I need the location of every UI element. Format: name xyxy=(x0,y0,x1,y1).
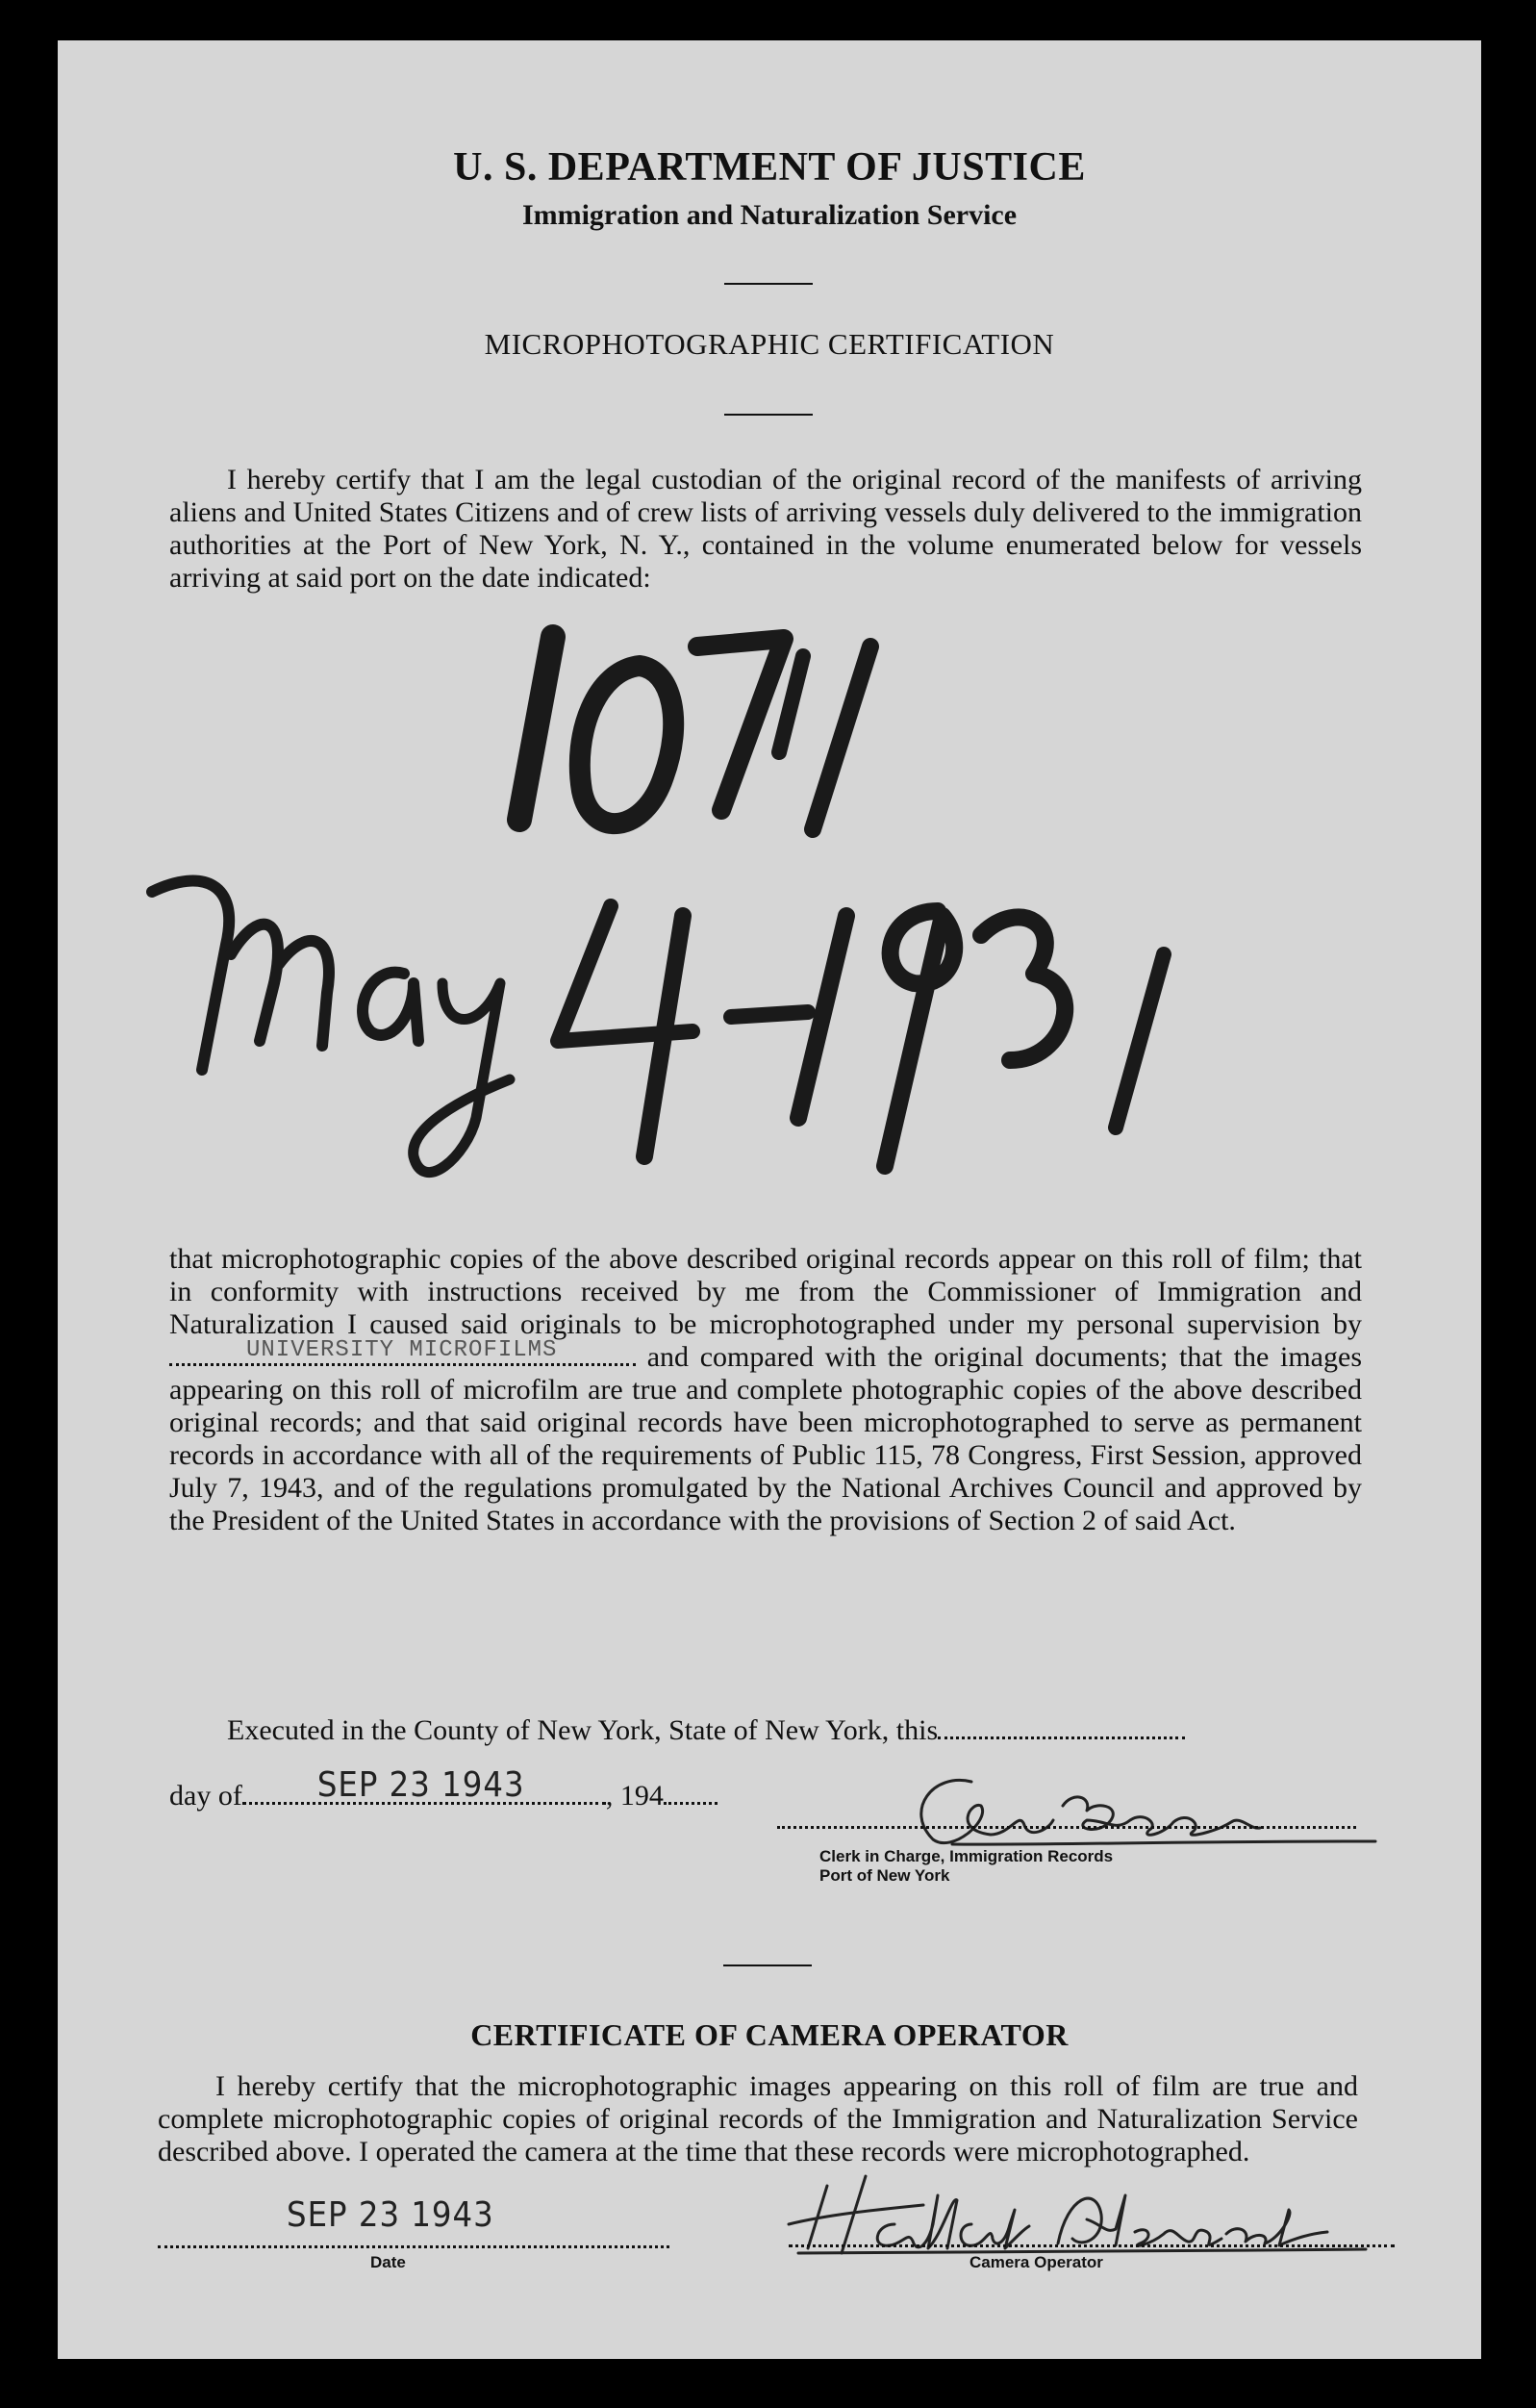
executed-day-line xyxy=(938,1715,1185,1739)
operator-stamp-date: SEP 23 1943 xyxy=(287,2195,494,2235)
certification-intro: I hereby certify that I am the legal custodian of the original record of the manifests of arriving aliens and United States Citizens and of crew lists of arriving vessels duly delivered to the immigration authorities at the Port of New York, N. Y., contained in the volume enumerated below for vessels arriving at said port on the date indicated: xyxy=(169,464,1362,594)
clerk-signature xyxy=(856,1753,1414,1859)
divider xyxy=(724,414,813,416)
clerk-title xyxy=(819,1847,1113,1886)
date-field xyxy=(242,1765,606,1805)
form-title: MICROPHOTOGRAPHIC CERTIFICATION xyxy=(484,327,1055,361)
clerk-title-line2: Port of New York xyxy=(819,1866,950,1885)
day-of-line xyxy=(169,1765,718,1812)
department-heading: U. S. DEPARTMENT OF JUSTICE xyxy=(453,145,1086,190)
certificate-sheet xyxy=(58,40,1481,2359)
microfilmed-by-line xyxy=(169,1337,636,1366)
executed-line xyxy=(227,1714,1185,1747)
year-prefix: , 194 xyxy=(605,1780,664,1812)
year-field xyxy=(664,1781,718,1805)
camera-operator-label: Camera Operator xyxy=(969,2253,1103,2271)
operator-date-label: Date xyxy=(370,2253,406,2271)
microfilmed-by-value: UNIVERSITY MICROFILMS xyxy=(246,1337,558,1363)
divider xyxy=(723,1964,812,1966)
clerk-signature-line xyxy=(777,1825,1356,1829)
camera-operator-title: CERTIFICATE OF CAMERA OPERATOR xyxy=(470,2017,1069,2052)
certification-body xyxy=(169,1243,1362,1537)
operator-signature-line xyxy=(789,2243,1395,2247)
clerk-title-line1: Clerk in Charge, Immigration Records xyxy=(819,1847,1114,1865)
day-of-label: day of xyxy=(169,1780,242,1812)
certification-body-before: that microphotographic copies of the above described original records appear on this roll of film; that in conformity with instructions received by me from the Commissioner of Immigration and Naturalization I caused said originals to be microphotographed under my personal supervision by xyxy=(169,1243,1362,1340)
executed-text: Executed in the County of New York, State of New York, this xyxy=(227,1714,939,1746)
camera-operator-text: I hereby certify that the microphotographic images appearing on this roll of film are true and complete microphotographic copies of original records of the Immigration and Naturalization Service described above. I operated the camera at the time that these records were microphotographed. xyxy=(158,2070,1358,2167)
service-subheading: Immigration and Naturalization Service xyxy=(521,199,1018,231)
handwritten-volume-date xyxy=(96,579,1443,1243)
certification-body-after: and compared with the original documents; that the images appearing on this roll of microfilm are true and complete photographic copies of the above described original records; and that said original records have been microphotographed to serve as permanent records in accordance with all of the requirements of Public 115, 78 Congress, First Session, approved July 7, 1943, and of the regulations promulgated by the National Archives Council and approved by the President of the United States in accordance with the provisions of Section 2 of said Act. xyxy=(169,1341,1362,1536)
divider xyxy=(724,283,813,285)
stamp-date: SEP 23 1943 xyxy=(316,1765,525,1805)
